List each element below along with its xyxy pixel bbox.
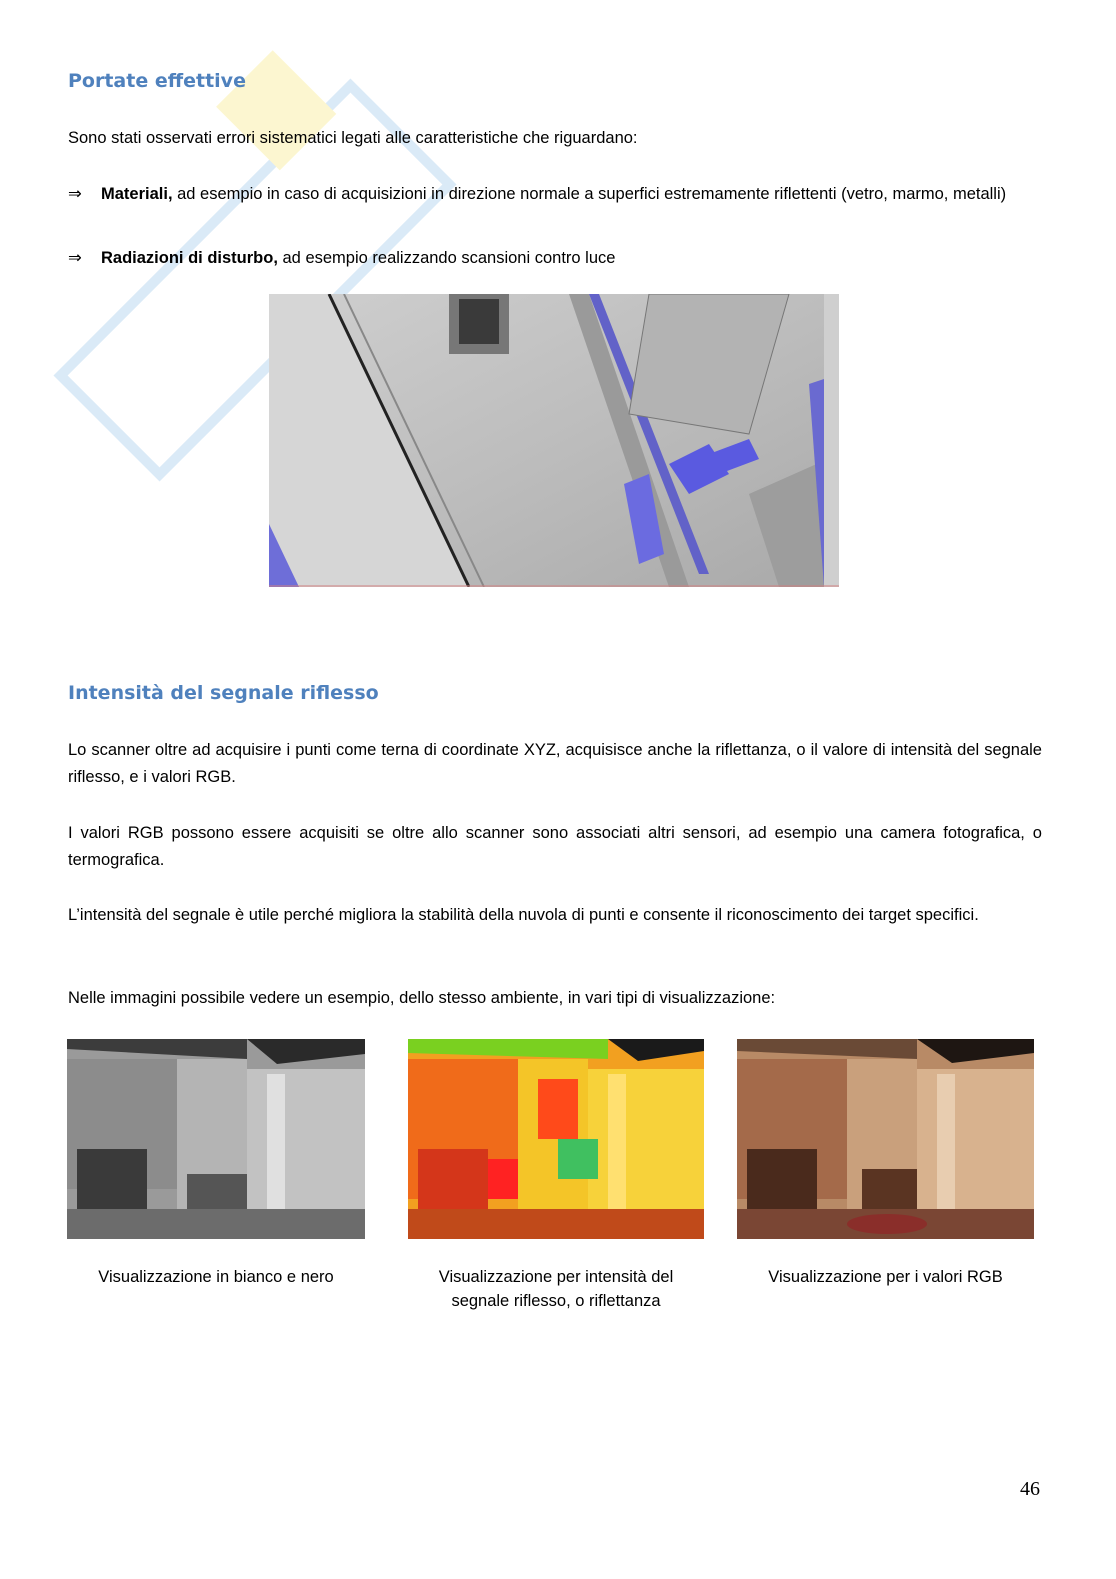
facade-scan-image	[269, 294, 839, 587]
bullet-bold: Radiazioni di disturbo,	[101, 249, 278, 267]
page-number: 46	[1020, 1478, 1040, 1500]
bullet-materiali	[68, 181, 1042, 208]
caption-intensity: Visualizzazione per intensità del segnale riflesso, o riflettanza	[438, 1268, 674, 1310]
paragraph-3: L’intensità del segnale è utile perché migliora la stabilità della nuvola di punti e consente il riconoscimento dei target specifici.	[68, 906, 979, 924]
section-title-intensita: Intensità del segnale riflesso	[68, 682, 379, 704]
paragraph-1: Lo scanner oltre ad acquisire i punti come terna di coordinate XYZ, acquisisce anche la riflettanza, o il valore di intensità del segnale riflesso, e i valori RGB.	[68, 741, 1042, 786]
paragraph-2: I valori RGB possono essere acquisiti se oltre allo scanner sono associati altri sensori, ad esempio una camera fotografica, o termografica.	[68, 824, 1042, 869]
intro-paragraph: Sono stati osservati errori sistematici legati alle caratteristiche che riguardano:	[68, 129, 638, 147]
room-intensity-image	[408, 1039, 704, 1239]
caption-bw: Visualizzazione in bianco e nero	[98, 1268, 334, 1286]
section-title-portate: Portate effettive	[68, 70, 246, 92]
caption-rgb: Visualizzazione per i valori RGB	[768, 1268, 1003, 1286]
paragraph-4: Nelle immagini possibile vedere un esempio, dello stesso ambiente, in vari tipi di visualizzazione:	[68, 989, 776, 1007]
right-arrow-icon: ⇒	[68, 185, 82, 203]
bullet-radiazioni	[68, 245, 1042, 272]
bullet-bold: Materiali,	[101, 185, 173, 203]
right-arrow-icon: ⇒	[68, 249, 82, 267]
bullet-text: ad esempio realizzando scansioni contro luce	[277, 249, 616, 267]
room-rgb-image	[737, 1039, 1034, 1239]
bullet-text: ad esempio in caso di acquisizioni in direzione normale a superfici estremamente riflettenti (vetro, marmo, metalli)	[172, 185, 1007, 203]
room-bw-image	[67, 1039, 365, 1239]
